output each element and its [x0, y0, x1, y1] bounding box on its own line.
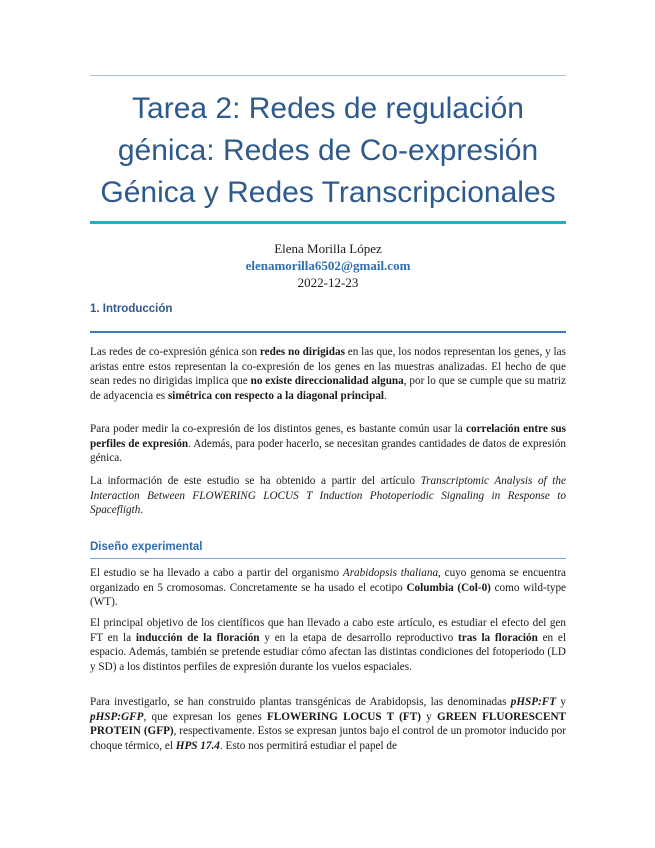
paragraph-intro-3 — [90, 474, 566, 518]
text-run: . — [384, 390, 387, 403]
text-run: y en la etapa de desarrollo reproductivo — [259, 631, 459, 644]
text-run: , cuyo genoma se encuentra organizado en 5 cromosomas. Concretamente se ha usado el ecotipo — [90, 567, 567, 594]
text-run: . Además, para poder hacerlo, se necesitan grandes cantidades de datos de expresión génica. — [90, 437, 566, 465]
text-run: y — [556, 696, 567, 708]
bold-run: simétrica con respecto a la diagonal principal — [167, 390, 385, 403]
text-run: Para poder medir la co-expresión de los distintos genes, es bastante común usar la — [90, 423, 467, 435]
bold-run: FLOWERING LOCUS T (FT) — [266, 710, 421, 723]
top-rule — [90, 75, 566, 76]
bold-italic-run: pHSP:GFP — [90, 710, 144, 723]
paragraph-design-3 — [90, 695, 566, 754]
text-run: en las que, los nodos representan los genes, y las aristas entre estos representan la co-expresión de los genes en las muestras analizadas. El hecho de que sean redes no dirigidas implica que — [90, 346, 566, 388]
bold-run: correlación entre sus perfiles de expresión — [90, 423, 566, 450]
text-run: Para investigarlo, se han construido plantas transgénicas de Arabidopsis, las denominadas — [90, 696, 511, 708]
paragraph-intro-1 — [90, 345, 566, 404]
text-run: como wild-type (WT). — [90, 581, 566, 609]
bold-run: tras la floración — [458, 631, 538, 644]
bold-italic-run: HPS 17.4 — [175, 740, 220, 753]
text-run: El principal objetivo de los científicos que han llevado a cabo este artículo, es estudiar el efecto del gen FT en la — [90, 617, 566, 644]
section-heading-diseno-experimental: Diseño experimental — [90, 541, 203, 553]
bold-run: redes no dirigidas — [259, 346, 345, 358]
author-block — [90, 240, 566, 291]
subsection-rule — [90, 558, 566, 559]
section-rule — [90, 331, 566, 333]
text-run: y — [420, 710, 438, 723]
bold-run: GREEN FLUORESCENT PROTEIN (GFP) — [90, 710, 566, 738]
bold-italic-run: pHSP:FT — [510, 696, 557, 708]
text-run: en el espacio. Además, también se pretende estudiar cómo afectan las distintas condiciones del fotoperiodo (LD y SD) a los distintos perfiles de expresión durante los vuelos espaciales. — [90, 631, 566, 674]
paragraph-design-1 — [90, 566, 566, 610]
author-name: Elena Morilla López — [274, 241, 382, 256]
text-run: . — [140, 504, 144, 517]
section-heading-introduccion: 1. Introducción — [90, 303, 173, 315]
text-run: . Esto nos permitirá estudiar el papel de — [219, 740, 397, 753]
text-run: La información de este estudio se ha obtenido a partir del artículo — [90, 475, 421, 487]
bold-run: Columbia (Col-0) — [406, 581, 491, 594]
italic-run: Arabidopsis thaliana — [342, 567, 439, 579]
bold-run: inducción de la floración — [135, 631, 260, 644]
paragraph-intro-2 — [90, 422, 566, 466]
paragraph-design-2 — [90, 616, 566, 675]
text-run: Las redes de co-expresión génica son — [90, 346, 260, 358]
bold-run: no existe direccionalidad alguna — [250, 375, 404, 388]
text-run: El estudio se ha llevado a cabo a partir del organismo — [90, 567, 343, 579]
text-run: , que expresan los genes — [143, 710, 267, 723]
text-run: , respectivamente. Estos se expresan juntos bajo el control de un promotor inducido por choque térmico, el — [90, 725, 566, 753]
text-run: , por lo que se cumple que su matriz de adyacencia es — [90, 375, 566, 403]
italic-article-title: Transcriptomic Analysis of the Interaction Between FLOWERING LOCUS T Induction Photoperiodic Signaling in Response to Spacefligth — [90, 475, 566, 517]
author-email-link[interactable]: elenamorilla6502@gmail.com — [245, 258, 411, 273]
title-rule — [90, 221, 566, 224]
document-title: Tarea 2: Redes de regulación génica: Redes de Co-expresión Génica y Redes Transcripcionales — [100, 92, 556, 209]
document-date: 2022-12-23 — [297, 275, 359, 290]
